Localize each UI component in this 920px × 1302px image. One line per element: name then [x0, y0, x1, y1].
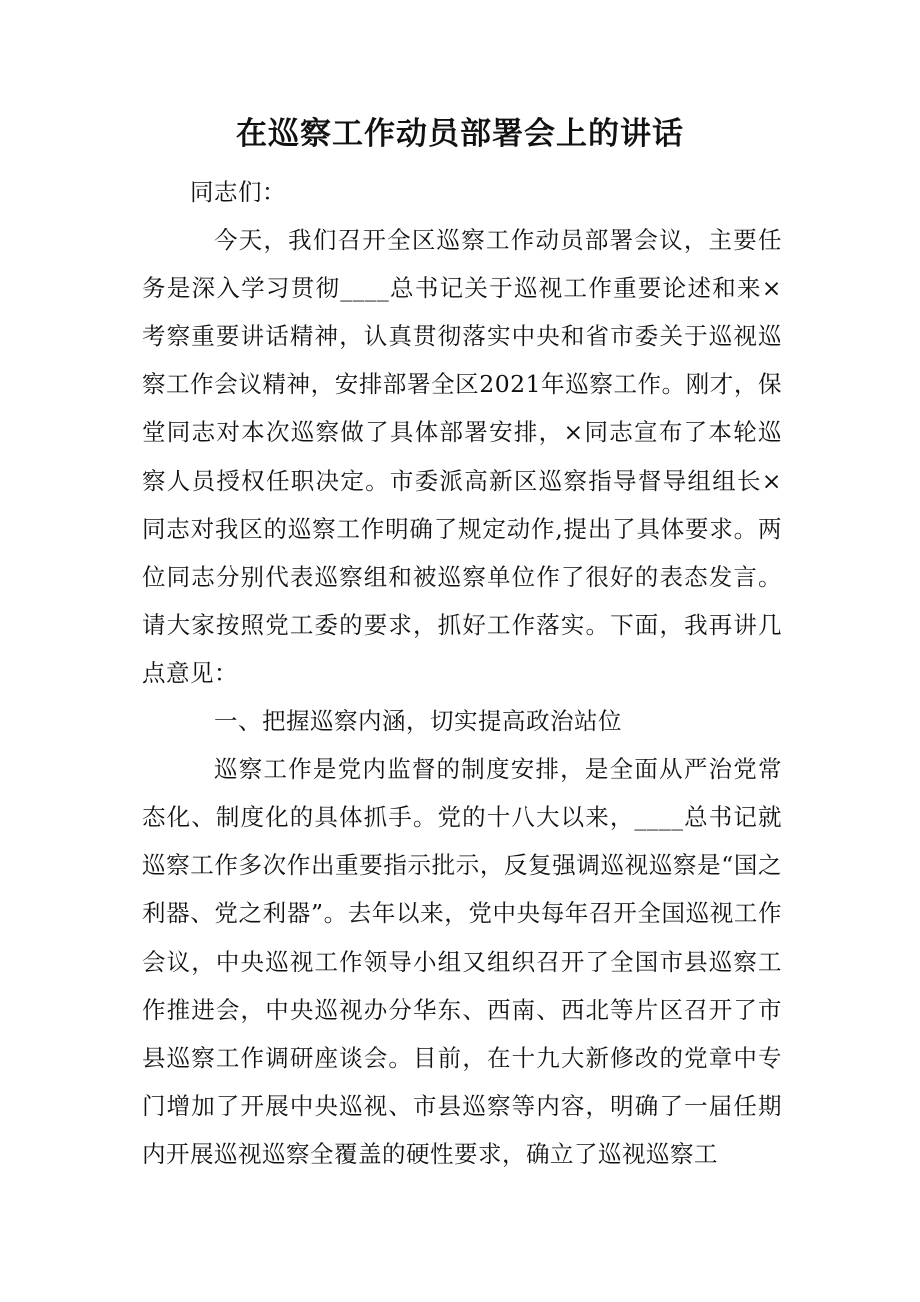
paragraph-intro: 今天，我们召开全区巡察工作动员部署会议，主要任务是深入学习贯彻____总书记关于巡视工作重要论述和来×考察重要讲话精神，认真贯彻落实中央和省市委关于巡视巡察工作会议精神，安排部署全区2021年巡察工作。刚才，保堂同志对本次巡察做了具体部署安排，×同志宣布了本轮巡察人员授权任职决定。市委派高新区巡察指导督导组组长×同志对我区的巡察工作明确了规定动作,提出了具体要求。两位同志分别代表巡察组和被巡察单位作了很好的表态发言。请大家按照党工委的要求，抓好工作落实。下面，我再讲几点意见：	[142, 226, 782, 687]
document-title: 在巡察工作动员部署会上的讲话	[236, 116, 684, 152]
document-body	[142, 168, 782, 1178]
salutation: 同志们：	[190, 178, 286, 206]
paragraph-section-1: 巡察工作是党内监督的制度安排，是全面从严治党常态化、制度化的具体抓手。党的十八大以来，____总书记就巡察工作多次作出重要指示批示，反复强调巡视巡察是“国之利器、党之利器”。去年以来，党中央每年召开全国巡视工作会议，中央巡视工作领导小组又组织召开了全国市县巡察工作推进会，中央巡视办分华东、西南、西北等片区召开了市县巡察工作调研座谈会。目前，在十九大新修改的党章中专门增加了开展中央巡视、市县巡察等内容，明确了一届任期内开展巡视巡察全覆盖的硬性要求，确立了巡视巡察工	[142, 755, 782, 1168]
section-heading-1: 一、把握巡察内涵，切实提高政治站位	[214, 707, 622, 736]
